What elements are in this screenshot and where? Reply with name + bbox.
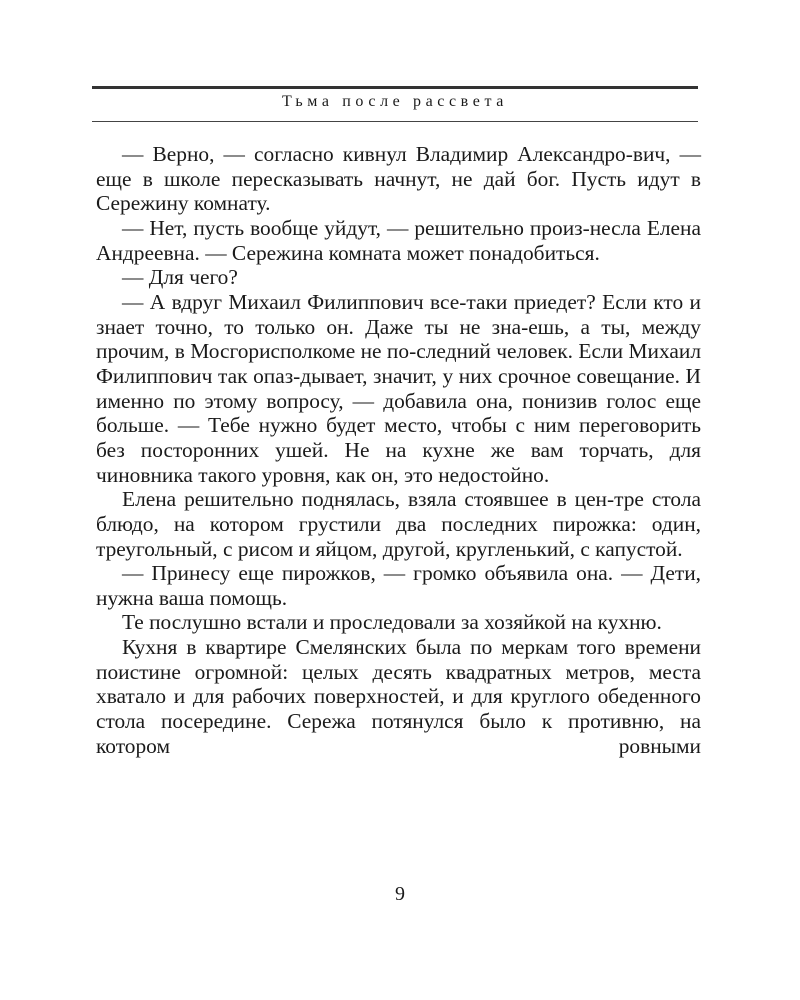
paragraph: — А вдруг Михаил Филиппович все-таки приедет? Если кто и знает точно, то только он. Даже ты не зна-ешь, а ты, между прочим, в Мосгорисполкоме не по-следний человек. Если Михаил Филиппович так опаз-дывает, значит, у них срочное совещание. И именно по этому вопросу, — добавила она, понизив голос еще больше. — Тебе нужно будет место, чтобы с ним переговорить без посторонних ушей. Не на кухне же вам торчать, для чиновника такого уровня, как он, это недостойно. xyxy=(96,289,701,487)
running-head: Тьма после рассвета xyxy=(282,93,508,110)
paragraph: Кухня в квартире Смелянских была по меркам того времени поистине огромной: целых десять квадратных метров, места хватало и для рабочих поверхностей, и для круглого обеденного стола посередине. Сережа потянулся было к противню, на котором ровными xyxy=(96,635,701,758)
paragraph: Елена решительно поднялась, взяла стоявшее в цен-тре стола блюдо, на котором грустили два последних пирожка: один, треугольный, с рисом и яйцом, другой, кругленький, с капустой. xyxy=(96,487,701,561)
paragraph: — Для чего? xyxy=(122,265,238,290)
paragraph: — Нет, пусть вообще уйдут, — решительно произ-несла Елена Андреевна. — Сережина комната может понадобиться. xyxy=(96,215,701,265)
body-text xyxy=(96,142,701,758)
header-rule-top xyxy=(92,86,698,89)
paragraph: Те послушно встали и проследовали за хозяйкой на кухню. xyxy=(122,610,662,635)
paragraph: — Принесу еще пирожков, — громко объявила она. — Дети, нужна ваша помощь. xyxy=(96,561,701,610)
header-rule-bottom xyxy=(92,121,698,122)
page-number: 9 xyxy=(395,883,405,905)
paragraph: — Верно, — согласно кивнул Владимир Александро-вич, — еще в школе пересказывать начнут, не дай бог. Пусть идут в Сережину комнату. xyxy=(96,142,701,216)
